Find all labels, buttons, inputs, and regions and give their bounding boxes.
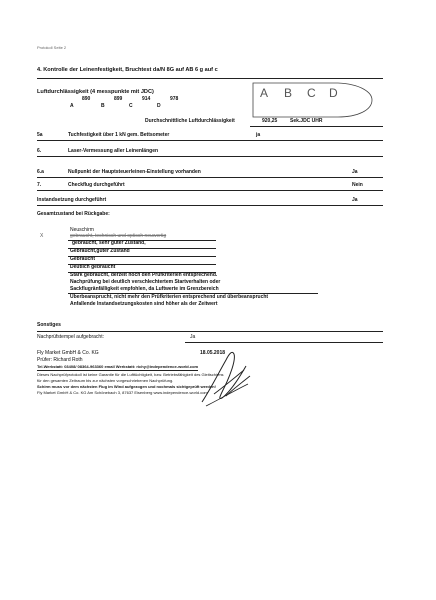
section6a-rule [37,177,383,178]
inspector-name: Prüfer: Richard Roth [37,357,83,363]
section5a-label: Tuchfestigkeit über 1 kN gem. Bettsometer [68,132,170,138]
stamp-value: Ja [190,334,196,340]
condition-used: Gebraucht [70,256,96,262]
repair-rule [37,205,383,206]
disclaimer-line-2: für den gesamten Zeitraum bis zur nächsten vorgeschriebenen Nachprüfung. [37,378,174,383]
average-unit: Sek.JDC UHR [290,118,323,124]
permeability-value-c: 914 [142,96,151,102]
stamp-label: Nachprüfstempel aufgebracht: [37,334,104,340]
condition-new: Neuschirm [70,227,94,233]
section6a-num: 6.a [37,169,44,175]
section6-num: 6. [37,148,42,154]
point-letter-d: D [157,103,161,109]
canopy-letter-b: B [284,86,293,100]
repair-label: Instandsetzung durchgeführt [37,197,107,203]
section5a-rule [37,140,383,141]
average-value: 920,25 [262,118,278,124]
section5a-value: ja [256,132,261,138]
condition-repair-cost-note: Anfallende Instandsetzungskosten sind höher als der Zeitwert [70,301,218,307]
canopy-letter-a: A [260,86,269,100]
company-address: Fly Market GmbH & Co. KG Am Schönebach 3, 87637 Eisenberg www.independence-world.com [37,390,208,395]
permeability-value-b: 899 [114,96,123,102]
sonstiges-title: Sonstiges [37,322,61,328]
signature [196,340,256,410]
canopy-letter-c: C [307,86,316,100]
disclaimer-line-3: Schirm muss vor dem nächsten Flug im Wind aufgezogen und nochmals sichtgeprüft werden! [37,384,216,389]
permeability-value-a: 890 [82,96,91,102]
section6-rule [37,156,383,157]
section7-num: 7. [37,182,42,188]
selected-condition-mark: X [40,233,44,239]
section6a-value: Ja [352,169,358,175]
point-letter-a: A [70,103,74,109]
section4-rule [37,78,383,79]
condition-very-good: gebraucht, sehr guter Zustand, [72,240,146,246]
permeability-value-d: 978 [170,96,179,102]
company-contact: Tel.Werkstatt: 03408/ 08364-963360 email Werkstatt: richy@independence-world.com [37,364,199,369]
section7-rule [37,190,383,191]
condition-recheck-note-1: Nachprüfung bei deutlich verschlechtertem Startverhalten oder [70,279,221,285]
company-name: Fly Market GmbH & Co. KG [37,350,99,356]
condition-heavily-used: Stark gebraucht, derzeit noch den Prüfkriterien entsprechend. [70,272,218,278]
point-letter-b: B [101,103,105,109]
disclaimer-line-1: Dieses Nachprüfprotokoll ist keine Garantie für die Lufttüchtigkeit, bzw. Betriebsfähigkeit des Gleitschirms [37,372,224,377]
condition-like-new: gebraucht, technisch und optisch neuwertig [70,233,167,239]
overall-title: Gesamtzustand bei Rückgabe: [37,211,110,217]
point-letter-c: C [129,103,133,109]
average-rule [250,126,383,127]
condition-recheck-note-2: Sackflugränfälligkeit empfohlen, da Luftwerte im Grenzbereich [70,286,219,292]
section6a-label: Nullpunkt der Hauptsteuerleinen-Einstellung vorhanden [68,169,201,175]
section4-title: 4. Kontrolle der Leinenfestigkeit, Bruchtest da/N 8G auf AB 6 g auf c [37,67,218,73]
section7-label: Checkflug durchgeführt [68,182,125,188]
average-label: Durchschnittliche Luftdurchlässigkeit [145,118,235,124]
section7-value: Nein [352,182,363,188]
condition-clearly-used: Deutlich gebraucht [70,264,116,270]
repair-value: Ja [352,197,358,203]
section6-label: Laser-Vermessung aller Leinenlängen [68,148,159,154]
company-date: 18.05.2018 [200,350,226,356]
permeability-label: Luftdurchlässigkeit (4 messpunkte mit JDC) [37,89,154,95]
section5a-num: 5a [37,132,43,138]
condition-overstressed: Überbeansprucht, nicht mehr den Prüfkriterien entsprechend und überbeansprucht [70,294,269,300]
canopy-letter-d: D [329,86,338,100]
sonstiges-rule [37,331,383,332]
page-label: Protokoll Seite 2 [37,45,67,50]
condition-good: Gebraucht,guter Zustand [70,248,130,254]
